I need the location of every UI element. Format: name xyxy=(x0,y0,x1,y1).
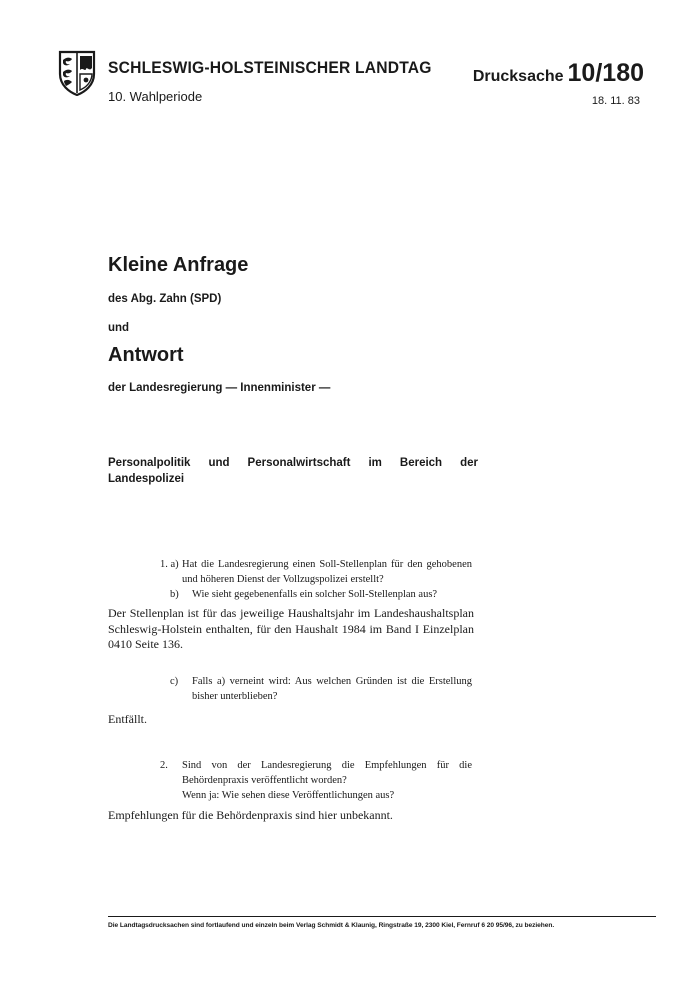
footer-divider xyxy=(108,916,656,917)
question-text: Wie sieht gegebenenfalls ein solcher Soll-Stellenplan aus? xyxy=(192,589,438,600)
question-marker: c) xyxy=(170,676,179,687)
answer-3: Empfehlungen für die Behördenpraxis sind hier unbekannt. xyxy=(108,808,393,822)
question-marker: 2. xyxy=(160,760,168,771)
coat-of-arms-icon xyxy=(58,50,96,96)
legislative-period: 10. Wahlperiode xyxy=(108,89,203,104)
document-date: 18. 11. 83 xyxy=(591,95,640,107)
answerer: der Landesregierung — Innenminister — xyxy=(108,382,331,394)
parliament-name: SCHLESWIG-HOLSTEINISCHER LANDTAG xyxy=(108,58,432,77)
conjunction: und xyxy=(108,322,130,334)
question-1c xyxy=(170,674,472,704)
document-number xyxy=(473,59,644,88)
document-label: Drucksache xyxy=(472,68,564,85)
question-text: Hat die Landesregierung einen Soll-Stellenplan für den gehobenen und höheren Dienst der Vollzugspolizei erstellt? xyxy=(182,559,472,585)
question-title: Kleine Anfrage xyxy=(108,254,249,276)
document-number-value: 10/180 xyxy=(567,59,644,87)
subject: Personalpolitik und Personalwirtschaft im Bereich der Landespolizei xyxy=(108,457,478,485)
answer-2: Entfällt. xyxy=(108,712,147,726)
question-marker: b) xyxy=(170,589,179,600)
question-text: Sind von der Landesregierung die Empfehlungen für die Behördenpraxis veröffentlicht worden? xyxy=(182,760,472,786)
footer-note: Die Landtagsdrucksachen sind fortlaufend und einzeln beim Verlag Schmidt & Klaunig, Ringstraße 19, 2300 Kiel, Fernruf 6 20 95/96, zu beziehen. xyxy=(108,922,555,929)
asker: des Abg. Zahn (SPD) xyxy=(108,293,222,305)
question-1 xyxy=(160,557,472,602)
answer-1: Der Stellenplan ist für das jeweilige Haushaltsjahr im Landeshaushaltsplan Schleswig-Holstein enthalten, für den Haushalt 1984 im Band I Einzelplan 0410 Seite 136. xyxy=(108,606,474,651)
question-followup: Wenn ja: Wie sehen diese Veröffentlichungen aus? xyxy=(182,790,395,801)
answer-title: Antwort xyxy=(108,344,184,366)
question-marker: 1. a) xyxy=(160,559,179,570)
question-text: Falls a) verneint wird: Aus welchen Gründen ist die Erstellung bisher unterblieben? xyxy=(192,676,472,702)
question-2 xyxy=(160,758,472,803)
